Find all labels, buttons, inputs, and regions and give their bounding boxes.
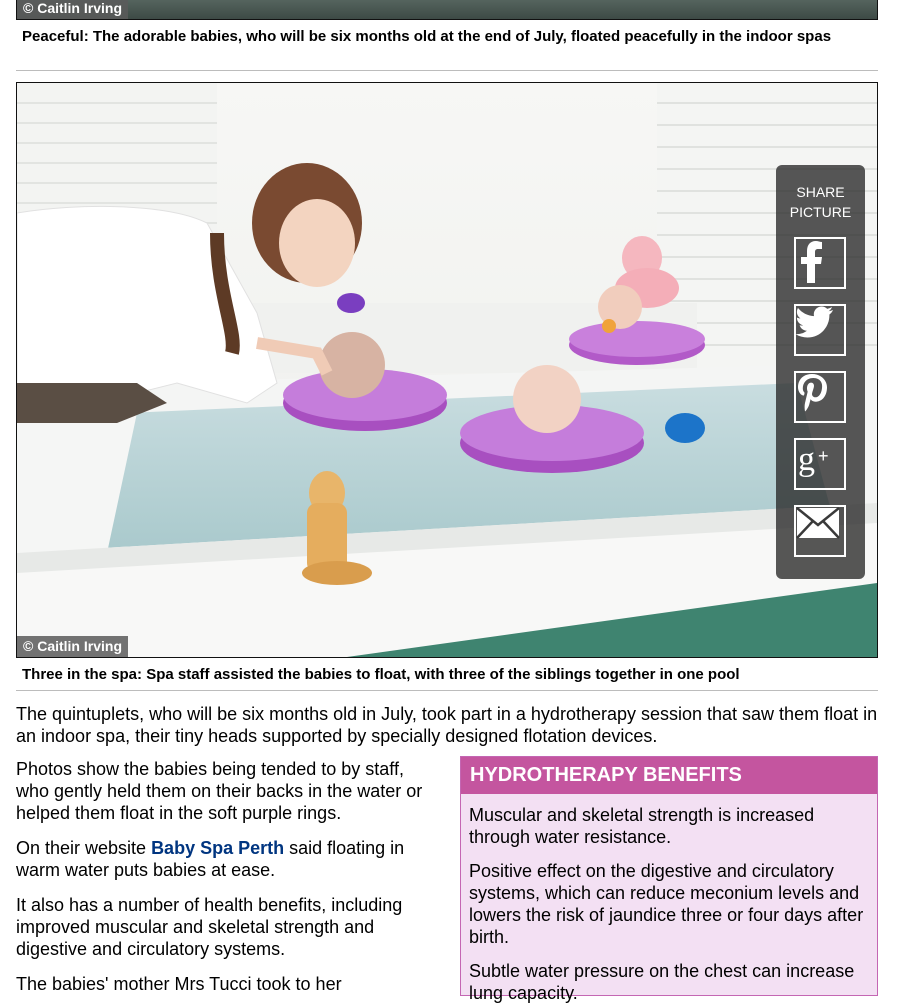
share-picture-label: SHARE PICTURE [789, 184, 852, 220]
caption-divider [16, 690, 878, 691]
photo-caption: Three in the spa: Spa staff assisted the babies to float, with three of the siblings together in one pool [22, 666, 740, 683]
spa-photo-illustration [17, 83, 877, 657]
article-paragraph: Photos show the babies being tended to by staff, who gently held them on their backs in the water or helped them float in the soft purple rings. [16, 759, 423, 823]
photo-credit: © Caitlin Irving [17, 636, 128, 657]
share-facebook-button[interactable] [794, 237, 846, 289]
article-paragraph: It also has a number of health benefits, including improved muscular and skeletal strength and digestive and circulatory systems. [16, 895, 403, 959]
photo-credit: © Caitlin Irving [17, 0, 128, 19]
article-paragraph: On their website Baby Spa Perth said floating in warm water puts babies at ease. [16, 838, 405, 880]
share-picture-panel [776, 165, 865, 579]
svg-text:g: g [798, 441, 815, 478]
factbox-title: HYDROTHERAPY BENEFITS [461, 757, 877, 794]
factbox-body [461, 794, 877, 1004]
share-pinterest-button[interactable] [794, 371, 846, 423]
baby-spa-perth-link[interactable]: Baby Spa Perth [151, 838, 285, 858]
article-paragraph: The babies' mother Mrs Tucci took to her [16, 974, 342, 994]
share-email-button[interactable] [794, 505, 846, 557]
top-photo [16, 0, 878, 20]
share-twitter-button[interactable] [794, 304, 846, 356]
photo-caption: Peaceful: The adorable babies, who will be six months old at the end of July, floated peacefully in the indoor spas [22, 28, 832, 45]
svg-text:+: + [818, 446, 829, 466]
factbox-item: Muscular and skeletal strength is increased through water resistance. [469, 805, 815, 847]
factbox-item: Positive effect on the digestive and circulatory systems, which can reduce meconium levels and lowers the risk of jaundice three or four days after birth. [469, 861, 864, 947]
article-body-column [16, 758, 436, 1008]
share-google-plus-button[interactable] [794, 438, 846, 490]
article-lead-paragraph: The quintuplets, who will be six months old in July, took part in a hydrotherapy session that saw them float in an indoor spa, their tiny heads supported by specially designed flotation devices. [16, 704, 878, 746]
caption-divider [16, 70, 878, 71]
factbox-item: Subtle water pressure on the chest can increase lung capacity. [469, 961, 855, 1003]
hydrotherapy-benefits-factbox [460, 756, 878, 1003]
main-photo [16, 82, 878, 658]
